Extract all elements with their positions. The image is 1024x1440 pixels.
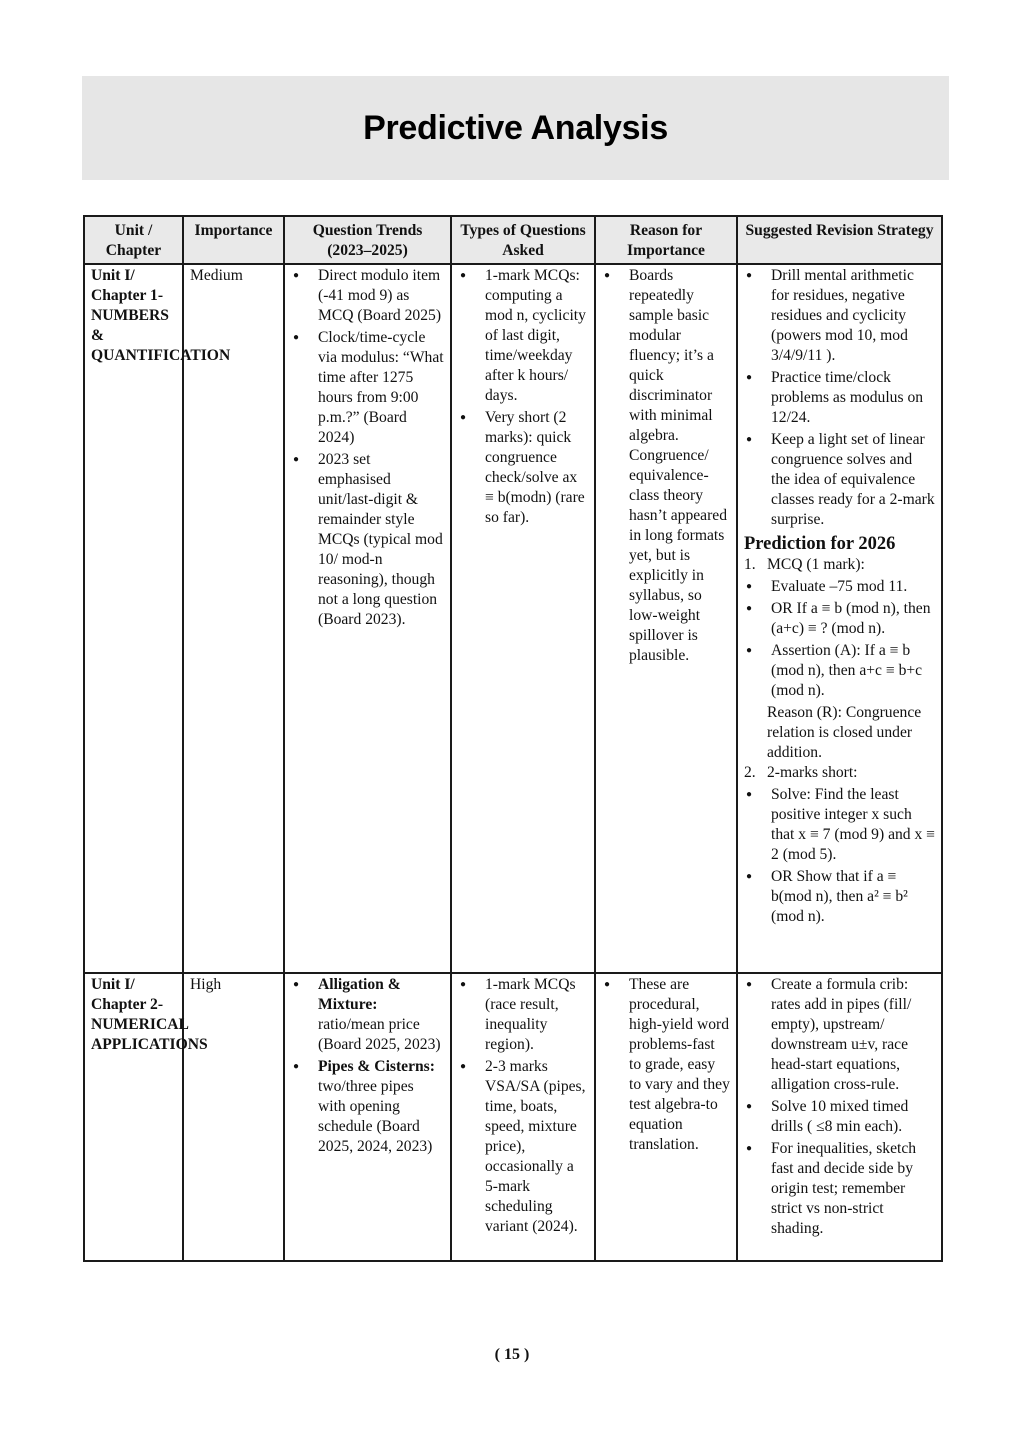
revision-strategy-cell <box>737 264 942 973</box>
list-item: ● Assertion (A): If a ≡ b (mod n), then a+c ≡ b+c (mod n). <box>744 641 935 701</box>
list-item: ● Create a formula crib: rates add in pipes (fill/ empty), upstream/ downstream u±v, race head-start equations, alligation cross-rule. <box>744 975 935 1095</box>
question-types-cell <box>451 264 595 973</box>
topic-detail: ratio/mean price (Board 2025, 2023) <box>318 1016 441 1053</box>
header-importance: Importance <box>183 216 284 264</box>
topic-label: Pipes & Cisterns: <box>318 1058 435 1075</box>
header-revision-strategy: Suggested Revision Strategy <box>737 216 942 264</box>
numbered-item <box>744 555 935 575</box>
number-label: 2. <box>744 764 756 781</box>
question-trends-cell <box>284 973 451 1261</box>
list-item: ● Keep a light set of linear congruence solves and the idea of equivalence classes ready for a 2-mark surprise. <box>744 430 935 530</box>
list-item <box>291 1057 444 1157</box>
short-label: 2-marks short: <box>767 764 858 781</box>
list-item <box>291 975 444 1055</box>
reason-note: Reason (R): Congruence relation is closed under addition. <box>767 704 922 761</box>
topic-label: Alligation & Mixture: <box>318 976 401 1013</box>
list-item: ● These are procedural, high-yield word problems-fast to grade, easy to vary and they test algebra-to equation translation. <box>602 975 730 1155</box>
question-types-cell <box>451 973 595 1261</box>
list-item: ● For inequalities, sketch fast and decide side by origin test; remember strict vs non-strict shading. <box>744 1139 935 1239</box>
list-item: ● OR Show that if a ≡ b(mod n), then a² ≡ b² (mod n). <box>744 867 935 927</box>
list-item: ● Direct modulo item (-41 mod 9) as MCQ (Board 2025) <box>291 266 444 326</box>
prediction-heading: Prediction for 2026 <box>744 534 896 554</box>
list-item: ● Solve 10 mixed timed drills ( ≤8 min each). <box>744 1097 935 1137</box>
header-question-trends: Question Trends (2023–2025) <box>284 216 451 264</box>
list-item: ● OR If a ≡ b (mod n), then (a+c) ≡ ? (mod n). <box>744 599 935 639</box>
header-unit-chapter: Unit / Chapter <box>84 216 183 264</box>
importance-cell: High <box>183 973 284 1261</box>
reason-cell <box>595 264 737 973</box>
unit-chapter-cell: Unit I/ Chapter 1- NUMBERS & QUANTIFICATION <box>84 264 183 973</box>
list-item: ● 2023 set emphasised unit/last-digit & remainder style MCQs (typical mod 10/ mod-n reasoning), though not a long question (Board 2023). <box>291 450 444 630</box>
list-item: ● Very short (2 marks): quick congruence check/solve ax ≡ b(modn) (rare so far). <box>458 408 588 528</box>
page-number: ( 15 ) <box>494 1346 530 1363</box>
list-item: ● Evaluate –75 mod 11. <box>744 577 935 597</box>
list-item: ● 2-3 marks VSA/SA (pipes, time, boats, speed, mixture price), occasionally a 5-mark scheduling variant (2024). <box>458 1057 588 1237</box>
table-row <box>84 973 942 1261</box>
title-banner <box>82 76 949 180</box>
list-item: ● 1-mark MCQs (race result, inequality region). <box>458 975 588 1055</box>
reason-cell <box>595 973 737 1261</box>
header-reason-for-importance: Reason for Importance <box>595 216 737 264</box>
importance-cell: Medium <box>183 264 284 973</box>
mcq-label: MCQ (1 mark): <box>767 556 865 573</box>
revision-strategy-cell <box>737 973 942 1261</box>
question-trends-cell <box>284 264 451 973</box>
predictive-analysis-table <box>83 215 943 1262</box>
list-item: ● Solve: Find the least positive integer x such that x ≡ 7 (mod 9) and x ≡ 2 (mod 5). <box>744 785 935 865</box>
unit-chapter-cell: Unit I/ Chapter 2- NUMERICAL APPLICATIONS <box>84 973 183 1261</box>
list-item: ● Clock/time-cycle via modulus: “What time after 1275 hours from 9:00 p.m.?” (Board 2024) <box>291 328 444 448</box>
numbered-item <box>744 763 935 783</box>
table-header-row <box>84 216 942 264</box>
number-label: 1. <box>744 556 756 573</box>
list-item: ● 1-mark MCQs: computing a mod n, cyclicity of last digit, time/weekday after k hours/ days. <box>458 266 588 406</box>
page-title: Predictive Analysis <box>363 108 668 147</box>
list-item: ● Drill mental arithmetic for residues, negative residues and cyclicity (powers mod 10, mod 3/4/9/11 ). <box>744 266 935 366</box>
list-item: ● Boards repeatedly sample basic modular fluency; it’s a quick discriminator with minimal algebra. Congruence/ equivalence-class theory hasn’t appeared in long formats yet, but is explicitly in syllabus, so low-weight spillover is plausible. <box>602 266 730 666</box>
table-row <box>84 264 942 973</box>
topic-detail: two/three pipes with opening schedule (Board 2025, 2024, 2023) <box>318 1078 433 1155</box>
list-item: ● Practice time/clock problems as modulus on 12/24. <box>744 368 935 428</box>
header-types-of-questions: Types of Questions Asked <box>451 216 595 264</box>
